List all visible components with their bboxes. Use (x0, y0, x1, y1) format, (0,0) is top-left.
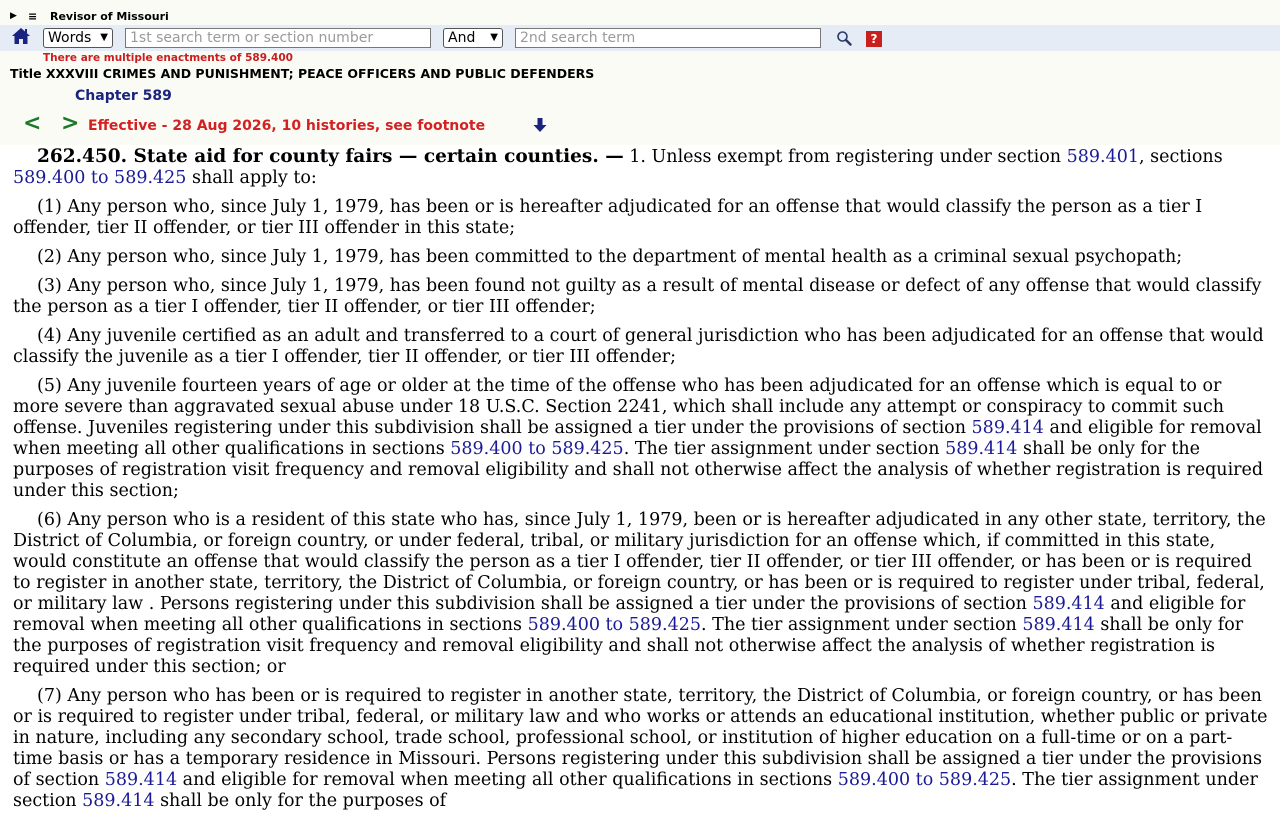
text-run: , sections (1139, 147, 1223, 167)
subdivision-1: (1) Any person who, since July 1, 1979, has been or is hereafter adjudicated for an offense that would classify the person as a tier I offender, tier II offender, or tier III offender in this state; (13, 197, 1203, 238)
effective-date-notice[interactable]: Effective - 28 Aug 2026, 10 histories, see footnote (88, 118, 486, 134)
expand-triangle-icon[interactable]: ▶ (10, 11, 17, 21)
search-mode-select[interactable] (43, 28, 113, 48)
section-range-link[interactable]: 589.400 to 589.425 (13, 168, 187, 188)
section-link[interactable]: 589.414 (104, 770, 178, 790)
chevron-down-icon: ▼ (490, 32, 498, 43)
top-bar (10, 8, 169, 24)
section-link[interactable]: 589.414 (971, 418, 1044, 438)
text-run: and eligible for removal when meeting all other qualifications in sections (13, 418, 1262, 459)
section-text (13, 146, 1268, 820)
text-run: shall be only for the purposes of registration visit frequency and removal eligibility and shall not otherwise affect the analysis of whether registration is required under this section; or (13, 615, 1244, 677)
chapter-link[interactable]: Chapter 589 (75, 88, 172, 104)
section-link[interactable]: 589.414 (1032, 594, 1105, 614)
text-run: (6) Any person who is a resident of this state who has, since July 1, 1979, been or is hereafter adjudicated in any other state, territory, the District of Columbia, or foreign country, or under federal, tribal, or military jurisdiction for an offense which, if committed in this state, would constitute an offense that would classify the person as a tier I offender, tier II offender, or tier III offender, or has been or is required to register in another state, territory, the District of Columbia, or foreign country, or has been or is required to register under tribal, federal, or military law . Persons registering under this subdivision shall be assigned a tier under the provisions of section (13, 510, 1266, 614)
text-run: . The tier assignment under section (623, 439, 946, 459)
section-link[interactable]: 589.414 (1022, 615, 1095, 635)
text-run: . The tier assignment under section (13, 770, 1258, 811)
title-heading[interactable]: Title XXXVIII CRIMES AND PUNISHMENT; PEACE OFFICERS AND PUBLIC DEFENDERS (10, 66, 595, 81)
search-term-2-placeholder: 2nd search term (520, 30, 636, 46)
operator-value: And (448, 30, 476, 46)
subdivision-3: (3) Any person who, since July 1, 1979, has been found not guilty as a result of mental disease or defect of any offense that would classify the person as a tier I offender, tier II offender, or tier III offender; (13, 276, 1262, 317)
next-section-arrow[interactable]: > (61, 111, 80, 136)
magnifier-icon[interactable] (836, 30, 852, 46)
text-run: and eligible for removal when meeting all other qualifications in sections (13, 594, 1246, 635)
text-run: 1. Unless exempt from registering under section (629, 147, 1067, 167)
down-arrow-icon[interactable] (531, 116, 549, 134)
previous-section-arrow[interactable]: < (23, 111, 42, 136)
section-link[interactable]: 589.401 (1066, 147, 1139, 167)
text-run: (5) Any juvenile fourteen years of age or older at the time of the offense who has been adjudicated for an offense which is equal to or more severe than aggravated sexual abuse under 18 U.S.C. Section 2241, which shall include any attempt or conspiracy to commit such offense. Juveniles registering under this subdivision shall be assigned a tier under the provisions of section (13, 376, 1225, 438)
home-icon[interactable] (11, 26, 31, 46)
search-term-1-placeholder: 1st search term or section number (130, 30, 374, 46)
text-run: shall be only for the purposes of (154, 791, 447, 811)
text-run: shall be only for the purposes of registration visit frequency and removal eligibility and shall not otherwise affect the analysis of whether registration is required under this section; (13, 439, 1264, 501)
text-run: and eligible for removal when meeting all other qualifications in sections (177, 770, 838, 790)
subdivision-5 (13, 376, 1268, 502)
site-title[interactable]: Revisor of Missouri (50, 9, 169, 23)
text-run: . The tier assignment under section (701, 615, 1023, 635)
subdivision-6 (13, 510, 1268, 678)
section-range-link[interactable]: 589.400 to 589.425 (527, 615, 702, 635)
section-link[interactable]: 589.414 (82, 791, 155, 811)
subdivision-7 (13, 686, 1268, 812)
section-link[interactable]: 589.414 (945, 439, 1018, 459)
search-term-2-input[interactable] (515, 28, 821, 48)
operator-select[interactable] (443, 28, 503, 48)
multiple-enactments-notice[interactable]: There are multiple enactments of 589.400 (43, 52, 293, 64)
header (0, 0, 1280, 145)
subdivision-2: (2) Any person who, since July 1, 1979, has been committed to the department of mental health as a criminal sexual psychopath; (37, 247, 1183, 267)
chevron-down-icon: ▼ (100, 32, 108, 43)
section-range-link[interactable]: 589.400 to 589.425 (837, 770, 1012, 790)
section-range-link[interactable]: 589.400 to 589.425 (450, 439, 624, 459)
section-intro (13, 146, 1268, 189)
text-run: (7) Any person who has been or is required to register in another state, territory, the District of Columbia, or foreign country, or has been or is required to register under tribal, federal, or military law and who works or attends an educational institution, whether public or private in nature, including any secondary school, trade school, professional school, or institution of higher education on a full-time or on a part-time basis or has a temporary residence in Missouri. Persons registering under this subdivision shall be assigned a tier under the provisions of section (13, 686, 1268, 790)
hamburger-icon[interactable]: ≡ (28, 9, 38, 23)
section-heading: 262.450. State aid for county fairs — certain counties. — (37, 146, 624, 167)
subdivision-4: (4) Any juvenile certified as an adult and transferred to a court of general jurisdiction who has been adjudicated for an offense that would classify the juvenile as a tier I offender, tier II offender, or tier III offender; (13, 326, 1264, 367)
search-mode-value: Words (48, 30, 92, 46)
help-icon[interactable]: ? (866, 31, 882, 47)
search-term-1-input[interactable] (125, 28, 431, 48)
text-run: shall apply to: (186, 168, 317, 188)
